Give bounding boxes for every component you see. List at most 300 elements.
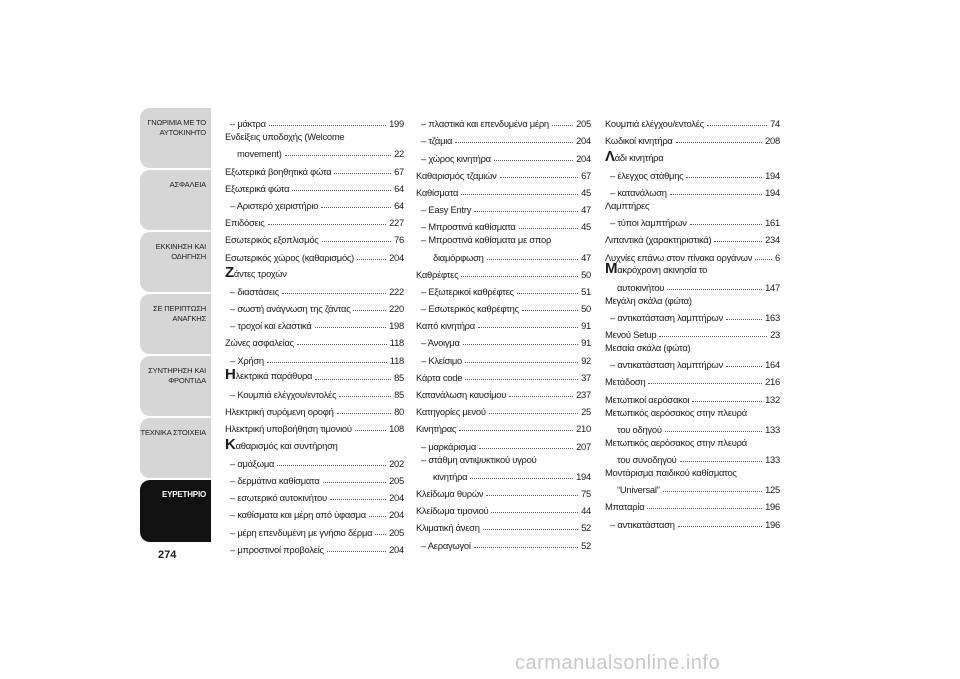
tab-0[interactable] — [140, 108, 211, 168]
page-ref: 205 — [389, 474, 404, 486]
leader-dots — [479, 448, 573, 449]
entry-text: – Μπροστινά καθίσματα — [421, 221, 516, 233]
entry-title — [605, 454, 677, 465]
index-entry — [605, 228, 780, 245]
entry-text: Ζώνες ασφαλείας — [225, 337, 294, 349]
leader-dots — [478, 327, 578, 328]
index-entry — [605, 306, 780, 323]
page-ref: 204 — [576, 135, 591, 147]
leader-dots — [474, 547, 578, 548]
index-entry — [225, 142, 404, 159]
entry-title — [225, 406, 334, 417]
leader-dots — [707, 125, 767, 126]
page-ref: 133 — [765, 454, 780, 465]
entry-title — [225, 303, 350, 314]
leader-dots — [282, 293, 386, 294]
leader-dots — [285, 155, 391, 156]
entry-text: Ηλεκτρική υποβοήθηση τιμονιού — [225, 423, 352, 435]
entry-title — [225, 166, 331, 177]
leader-dots — [277, 465, 386, 466]
entry-text: – δερμάτινα καθίσματα — [230, 474, 320, 486]
leader-dots — [369, 516, 386, 517]
page-ref: 6 — [775, 251, 780, 263]
entry-title — [225, 423, 352, 434]
leader-dots — [268, 224, 387, 225]
entry-text: – Κουμπιά ελέγχου/εντολές — [230, 389, 337, 400]
leader-dots — [322, 241, 392, 242]
entry-title — [416, 221, 516, 232]
page-ref: 52 — [581, 539, 591, 551]
entry-text: Κλιματική άνεση — [416, 522, 480, 534]
leader-dots — [519, 228, 578, 229]
entry-title — [225, 183, 289, 194]
leader-dots — [509, 396, 573, 397]
page-ref: 85 — [394, 371, 404, 383]
entry-text: διαμόρφωση — [433, 251, 484, 263]
page-ref: 92 — [581, 354, 591, 366]
page-ref: 194 — [765, 169, 780, 181]
page-ref: 23 — [770, 329, 780, 341]
entry-text: Καθαρισμός τζαμιών — [416, 169, 497, 181]
entry-text: Κινητήρας — [416, 423, 457, 435]
page-ref: 205 — [389, 526, 404, 538]
index-entry — [225, 383, 404, 400]
index-entry — [605, 164, 780, 181]
page-ref: 204 — [389, 251, 404, 263]
index-entry — [605, 465, 780, 478]
index-entry — [416, 112, 591, 129]
index-entry — [416, 533, 591, 550]
index-letter: Η — [225, 365, 236, 383]
page-ref: 147 — [765, 281, 780, 293]
leader-dots — [714, 241, 762, 242]
entry-title — [416, 187, 458, 198]
index-entry — [416, 434, 591, 451]
entry-title — [225, 148, 282, 159]
index-entry — [225, 348, 404, 365]
page-ref: 118 — [389, 337, 404, 349]
page-ref: 204 — [389, 543, 404, 555]
entry-text: – Αριστερό χειριστήριο — [230, 199, 319, 211]
index-entry — [416, 198, 591, 215]
entry-title — [416, 471, 467, 482]
index-entry — [605, 435, 780, 448]
entry-text: – αντικατάσταση — [610, 518, 675, 530]
page-ref: 80 — [394, 406, 404, 418]
page-ref: 133 — [765, 423, 780, 435]
entry-text: – εσωτερικό αυτοκινήτου — [230, 492, 327, 504]
page-ref: 205 — [576, 118, 591, 130]
leader-dots — [680, 461, 763, 462]
index-entry — [416, 297, 591, 314]
tab-label: ΕΥΡΕΤΗΡΙΟ — [162, 490, 206, 499]
page-ref: 47 — [581, 204, 591, 216]
leader-dots — [321, 207, 391, 208]
entry-text: Εσωτερικός εξοπλισμός — [225, 234, 319, 246]
index-entry — [225, 520, 404, 537]
entry-title — [416, 153, 491, 164]
entry-title — [416, 320, 475, 331]
index-entry — [416, 215, 591, 232]
leader-dots — [522, 310, 578, 311]
page-ref: 50 — [581, 268, 591, 280]
index-entry — [416, 280, 591, 297]
page-ref: 164 — [765, 359, 780, 371]
entry-title — [416, 355, 462, 366]
index-entry — [225, 159, 404, 176]
leader-dots — [292, 190, 391, 191]
index-entry — [605, 495, 780, 512]
entry-title — [416, 522, 480, 533]
entry-title — [605, 187, 667, 198]
leader-dots — [667, 289, 762, 290]
entry-title — [605, 501, 644, 512]
tab-label: ΑΣΦΑΛΕΙΑ — [169, 180, 206, 189]
leader-dots — [465, 362, 578, 363]
page-ref: 76 — [394, 234, 404, 246]
watermark: carmanualsonline.info — [515, 652, 721, 674]
entry-text: – μέρη επενδυμένη με γνήσιο δέρμα — [230, 526, 373, 538]
leader-dots — [494, 160, 573, 161]
tab-4[interactable] — [140, 356, 211, 416]
entry-title — [605, 376, 645, 387]
entry-text: Ηλεκτρική συρόμενη οροφή — [225, 406, 334, 418]
index-column-3 — [605, 112, 780, 530]
index-letter: Κ — [225, 435, 236, 453]
entry-text: – τύποι λαμπτήρων — [610, 217, 687, 229]
page-ref: 85 — [394, 389, 404, 400]
index-entry — [416, 232, 591, 245]
page-ref: 196 — [765, 518, 780, 530]
leader-dots — [463, 344, 578, 345]
entry-text: – Κλείσιμο — [421, 354, 463, 366]
entry-text: movement) — [237, 148, 282, 160]
page-ref: 64 — [394, 199, 404, 211]
leader-dots — [470, 478, 573, 479]
entry-text: Μενού Setup — [605, 329, 657, 341]
index-entry — [416, 164, 591, 181]
leader-dots — [461, 194, 578, 195]
index-entry — [416, 181, 591, 198]
page-ref: 216 — [765, 376, 780, 388]
entry-title — [416, 204, 471, 215]
tab-6[interactable] — [140, 480, 211, 542]
leader-dots — [517, 293, 578, 294]
entry-text: Λιπαντικά (χαρακτηριστικά) — [605, 234, 712, 246]
page-ref: 207 — [576, 440, 591, 452]
index-entry — [416, 314, 591, 331]
leader-dots — [659, 336, 767, 337]
entry-text: Μετωπικός αερόσακος στην πλευρά — [605, 436, 747, 448]
entry-text: Επιδόσεις — [225, 217, 265, 229]
leader-dots — [726, 319, 762, 320]
entry-title — [225, 544, 324, 555]
entry-title — [605, 467, 737, 478]
entry-text: Μεγάλη σκάλα (φώτα) — [605, 294, 692, 306]
index-entry — [605, 112, 780, 129]
index-entry — [225, 469, 404, 486]
entry-text: Λυχνίες επάνω στον πίνακα οργάνων — [605, 251, 753, 263]
page-ref: 222 — [389, 285, 404, 297]
entry-title — [225, 509, 366, 520]
index-entry — [416, 366, 591, 383]
tab-2[interactable] — [140, 232, 211, 292]
entry-text: Μετωπικός αερόσακος στην πλευρά — [605, 406, 747, 418]
entry-title — [605, 282, 664, 293]
entry-title — [605, 329, 656, 340]
entry-text: Κωδικοί κινητήρα — [605, 135, 673, 147]
index-entry — [605, 211, 780, 228]
entry-text: – Εσωτερικός καθρέφτης — [421, 303, 519, 315]
index-column-2 — [416, 112, 591, 551]
index-entry — [225, 434, 404, 451]
entry-title — [605, 149, 663, 164]
tab-label: ΓΝΩΡΙΜΙΑ ΜΕ ΤΟ ΑΥΤΟΚΙΝΗΤΟ — [147, 118, 206, 137]
leader-dots — [375, 534, 386, 535]
entry-title — [416, 303, 519, 314]
index-entry — [605, 405, 780, 418]
index-entry — [605, 146, 780, 163]
entry-title — [225, 252, 354, 263]
leader-dots — [491, 512, 578, 513]
entry-title — [225, 458, 274, 469]
index-entry — [225, 112, 404, 129]
index-entry — [605, 198, 780, 211]
leader-dots — [676, 142, 763, 143]
leader-dots — [323, 482, 387, 483]
index-entry — [416, 348, 591, 365]
entry-text: αθαρισμός και συντήρηση — [235, 439, 338, 451]
entry-text: Κουμπιά ελέγχου/εντολές — [605, 118, 704, 130]
entry-title — [225, 355, 264, 366]
entry-text: – πλαστικά και επενδυμένα μέρη — [421, 118, 549, 130]
tab-label: ΕΚΚΙΝΗΣΗ ΚΑΙ ΟΔΗΓΗΣΗ — [155, 242, 206, 261]
index-entry — [225, 503, 404, 520]
index-entry — [605, 276, 780, 293]
entry-title — [605, 359, 723, 370]
index-entry — [225, 245, 404, 262]
entry-title — [605, 217, 687, 228]
page-ref: 118 — [389, 354, 404, 366]
entry-text: – μάκτρα — [230, 118, 266, 130]
leader-dots — [315, 327, 387, 328]
entry-text: Καθρέφτες — [416, 268, 459, 280]
index-entry — [416, 499, 591, 516]
page-ref: 210 — [576, 423, 591, 435]
index-entry — [416, 146, 591, 163]
page-ref: 220 — [389, 303, 404, 315]
page-ref: 44 — [581, 505, 591, 517]
entry-text: Μπαταρία — [605, 501, 645, 513]
entry-title — [416, 389, 506, 400]
page-ref: 74 — [770, 118, 780, 130]
index-entry — [225, 486, 404, 503]
entry-title — [225, 286, 279, 297]
index-entry — [225, 263, 404, 280]
page-ref: 132 — [765, 393, 780, 405]
entry-text: – Εξωτερικοί καθρέφτες — [421, 285, 514, 297]
entry-text: Μετωπικοί αερόσακοι — [605, 393, 690, 405]
page-number: 274 — [158, 549, 177, 561]
entry-title — [605, 394, 689, 405]
leader-dots — [692, 401, 762, 402]
tab-3[interactable] — [140, 294, 211, 354]
entry-text: Ενδείξεις υποδοχής (Welcome — [225, 131, 345, 143]
entry-title — [225, 337, 294, 348]
entry-text: άδι κινητήρα — [614, 151, 664, 163]
entry-title — [225, 475, 320, 486]
entry-title — [416, 540, 471, 551]
entry-title — [605, 312, 723, 323]
index-entry — [416, 482, 591, 499]
page-ref: 67 — [581, 169, 591, 181]
page-ref: 52 — [581, 522, 591, 534]
entry-text: – Αεραγωγοί — [421, 539, 471, 551]
entry-title — [225, 131, 344, 142]
leader-dots — [670, 194, 762, 195]
entry-text: Μεσαία σκάλα (φώτα) — [605, 342, 691, 354]
index-entry — [416, 465, 591, 482]
leader-dots — [500, 177, 578, 178]
leader-dots — [315, 379, 391, 380]
page-ref: 108 — [389, 423, 404, 435]
entry-text: ακρόχρονη ακινησία το — [617, 263, 708, 275]
entry-title — [416, 441, 476, 452]
entry-text: κινητήρα — [433, 470, 468, 482]
page-ref: 67 — [394, 165, 404, 177]
index-entry — [225, 452, 404, 469]
index-entry — [605, 323, 780, 340]
index-entry — [605, 293, 780, 306]
entry-title — [416, 269, 458, 280]
entry-title — [605, 135, 673, 146]
entry-title — [416, 505, 488, 516]
page-ref: 75 — [581, 487, 591, 499]
entry-title — [416, 372, 462, 383]
entry-text: – μαρκάρισμα — [421, 440, 476, 452]
leader-dots — [461, 276, 578, 277]
index-entry — [225, 366, 404, 383]
entry-title — [605, 200, 649, 211]
entry-title — [225, 265, 287, 280]
index-letter: Λ — [605, 147, 615, 165]
page-ref: 199 — [389, 118, 404, 130]
entry-title — [416, 170, 497, 181]
leader-dots — [337, 413, 392, 414]
entry-text: – αντικατάσταση λαμπτήρων — [610, 311, 723, 323]
entry-title — [225, 320, 312, 331]
index-letter: Ζ — [225, 263, 234, 281]
leader-dots — [755, 259, 772, 260]
entry-title — [416, 135, 452, 146]
entry-title — [416, 454, 536, 465]
entry-title — [605, 407, 747, 418]
page-ref: 234 — [765, 234, 780, 246]
entry-text: – Άνοιγμα — [421, 337, 460, 349]
entry-text: αυτοκινήτου — [617, 281, 665, 293]
index-entry — [605, 340, 780, 353]
entry-title — [225, 118, 266, 129]
index-entry — [225, 331, 404, 348]
entry-title — [225, 366, 312, 383]
page-ref: 51 — [581, 285, 591, 297]
index-entry — [605, 129, 780, 146]
index-letter: Μ — [605, 259, 618, 277]
entry-title — [416, 488, 483, 499]
entry-text: Κατηγορίες μενού — [416, 406, 486, 418]
entry-text: άντες τροχών — [233, 267, 287, 279]
entry-text: Εσωτερικός χώρος (καθαρισμός) — [225, 251, 355, 263]
page-ref: 198 — [389, 320, 404, 332]
entry-title — [605, 118, 704, 129]
index-entry — [605, 418, 780, 435]
index-entry — [605, 512, 780, 529]
entry-text: του συνοδηγού — [617, 454, 677, 465]
index-entry — [416, 129, 591, 146]
page-ref: 47 — [581, 251, 591, 263]
entry-text: Κλείδωμα θυρών — [416, 487, 484, 499]
entry-text: – καθίσματα και μέρη από ύφασμα — [230, 509, 366, 521]
entry-text: – χώρος κινητήρα — [421, 152, 491, 164]
index-entry — [225, 211, 404, 228]
entry-title — [605, 170, 683, 181]
leader-dots — [267, 362, 387, 363]
index-entry — [225, 177, 404, 194]
leader-dots — [357, 259, 386, 260]
leader-dots — [489, 413, 578, 414]
entry-text: Μετάδοση — [605, 376, 646, 388]
page-ref: 196 — [765, 501, 780, 513]
leader-dots — [327, 551, 386, 552]
entry-text: Καπό κινητήρα — [416, 320, 475, 332]
page-ref: 25 — [581, 406, 591, 418]
index-column-1 — [225, 112, 404, 555]
index-entry — [225, 129, 404, 142]
tab-1[interactable] — [140, 170, 211, 230]
entry-text: – σωστή ανάγνωση της ζάντας — [230, 303, 351, 315]
index-entry — [605, 353, 780, 370]
entry-text: – μπροστινοί προβολείς — [230, 543, 324, 555]
leader-dots — [334, 173, 391, 174]
index-entry — [605, 448, 780, 465]
page-ref: 204 — [389, 509, 404, 521]
tab-5[interactable] — [140, 418, 211, 478]
entry-title — [225, 217, 265, 228]
index-entry — [416, 400, 591, 417]
index-entry — [225, 297, 404, 314]
index-entry — [225, 314, 404, 331]
index-entry — [225, 194, 404, 211]
entry-text: – τροχοί και ελαστικά — [230, 320, 312, 332]
entry-title — [416, 118, 549, 129]
page-ref: 163 — [765, 311, 780, 323]
entry-title — [605, 484, 660, 495]
entry-text: – Μπροστινά καθίσματα με σπορ — [421, 234, 552, 246]
leader-dots — [486, 495, 578, 496]
entry-title — [225, 527, 372, 538]
index-entry — [225, 228, 404, 245]
index-entry — [605, 370, 780, 387]
entry-text: – αμάξωμα — [230, 457, 275, 469]
index-entry — [416, 263, 591, 280]
page-ref: 45 — [581, 221, 591, 233]
index-entry — [605, 259, 780, 277]
leader-dots — [726, 366, 762, 367]
page-ref: 50 — [581, 303, 591, 315]
entry-text: Εξωτερικά φώτα — [225, 182, 290, 194]
leader-dots — [474, 211, 578, 212]
leader-dots — [459, 430, 573, 431]
